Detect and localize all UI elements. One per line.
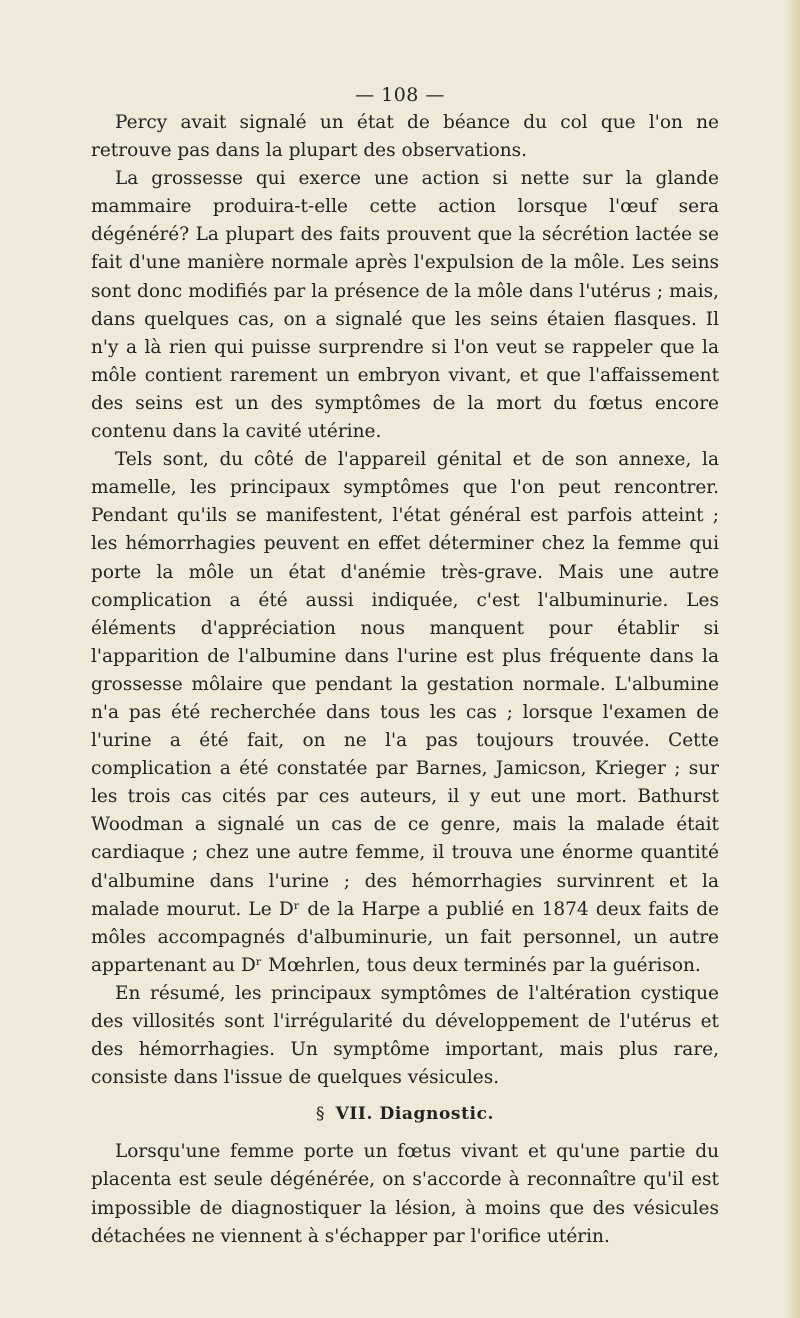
paragraph-mammary-gland: La grossesse qui exerce une action si nette sur la glande mammaire produira-t-elle cette action lorsque l'œuf sera dégénéré? La plupart des faits prouvent que la sécrétion lactée se fait d'une manière normale après l'expulsion de la môle. Les seins sont donc modifiés par la présence de la môle dans l'utérus ; mais, dans quelques cas, on a signalé que les seins étaien flasques. Il n'y a là rien qui puisse surprendre si l'on veut se rappeler que la môle contient rarement un embryon vivant, et que l'affaissement des seins est un des symptômes de la mort du fœtus encore contenu dans la cavité utérine. xyxy=(91,168,719,443)
body-text xyxy=(91,109,719,1251)
paragraph-diagnostic: Lorsqu'une femme porte un fœtus vivant et qu'une partie du placenta est seule dégénérée, on s'accorde à reconnaître qu'il est impossible de diagnostiquer la lésion, à moins que des vésicules détachées ne viennent à s'échapper par l'orifice utérin. xyxy=(91,1141,719,1247)
paragraph-percy: Percy avait signalé un état de béance du col que l'on ne retrouve pas dans la plupart des observations. xyxy=(91,112,719,162)
page-number: — 108 — xyxy=(355,84,445,106)
page-edge-shadow xyxy=(786,0,800,1318)
paragraph-summary: En résumé, les principaux symptômes de l'altération cystique des villosités sont l'irrégularité du développement de l'utérus et des hémorrhagies. Un symptôme important, mais plus rare, consiste dans l'issue de quelques vésicules. xyxy=(91,982,719,1089)
section-heading xyxy=(91,1100,719,1128)
section-title: VII. Diagnostic. xyxy=(335,1104,495,1125)
paragraph-general-symptoms: Tels sont, du côté de l'appareil génital et de son annexe, la mamelle, les principaux symptômes que l'on peut rencontrer. Pendant qu'ils se manifestent, l'état général est parfois atteint ; les hémorrhagies peuvent en effet déterminer chez la femme qui porte la môle un état d'anémie très-grave. Mais une autre complication a été aussi indiquée, c'est l'albuminurie. Les éléments d'appréciation nous manquent pour établir si l'apparition de l'albumine dans l'urine est plus fréquente dans la grossesse môlaire que pendant la gestation normale. L'albumine n'a pas été recherchée dans tous les cas ; lorsque l'examen de l'urine a été fait, on ne l'a pas toujours trouvée. Cette complication a été constatée par Barnes, Jamicson, Krieger ; sur les trois cas cités par ces auteurs, il y eut une mort. Bathurst Woodman a signalé un cas de ce genre, mais la malade était cardiaque ; chez une autre femme, il trouva une énorme quantité d'albumine dans l'urine ; des hémorrhagies survinrent et la malade mourut. Le Dʳ de la Harpe a publié en 1874 deux faits de môles accompagnés d'albuminurie, un fait personnel, un autre appartenant au Dʳ Mœhrlen, tous deux terminés par la guérison. xyxy=(91,449,719,976)
section-symbol: § xyxy=(315,1104,326,1125)
